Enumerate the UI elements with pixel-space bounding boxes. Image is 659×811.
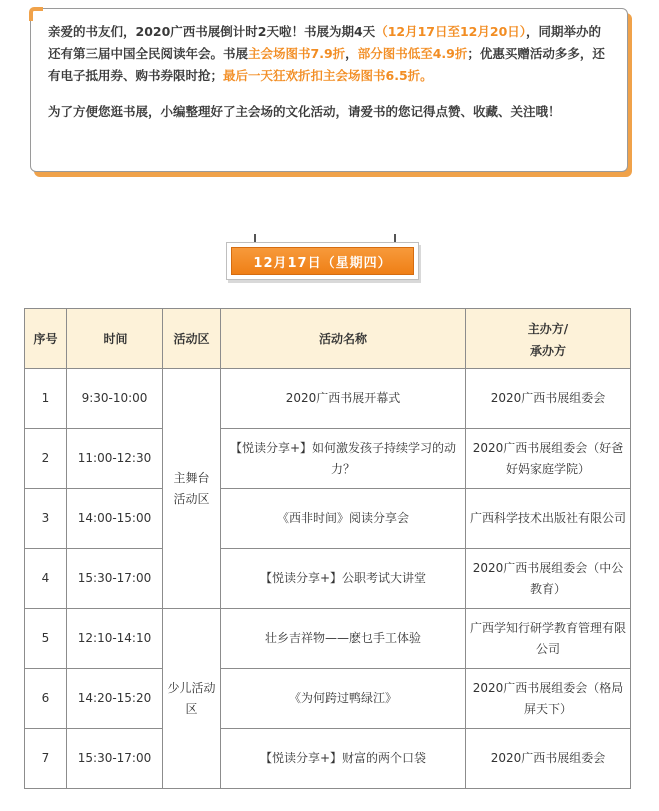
cell-no: 1 (25, 369, 67, 429)
table-row (25, 489, 631, 549)
header-area: 活动区 (163, 309, 221, 369)
intro-paragraph (48, 21, 613, 87)
cell-no: 5 (25, 609, 67, 669)
intro-text: ， (345, 46, 358, 61)
discount-last-day: 最后一天狂欢折扣主会场图书6.5折。 (223, 68, 433, 83)
cell-time: 15:30-17:00 (67, 549, 163, 609)
cell-area-main (163, 369, 221, 609)
cell-organizer: 广西学知行研学教育管理有限公司 (466, 609, 631, 669)
cell-no: 6 (25, 669, 67, 729)
cell-name: 《为何跨过鸭绿江》 (221, 669, 466, 729)
cell-name: 【悦读分享+】如何激发孩子持续学习的动力？ (221, 429, 466, 489)
header-no: 序号 (25, 309, 67, 369)
cell-area-kids (163, 609, 221, 789)
cell-time: 14:00-15:00 (67, 489, 163, 549)
cell-no: 2 (25, 429, 67, 489)
table-row (25, 669, 631, 729)
guide-paragraph: 为了方便您逛书展，小编整理好了主会场的文化活动，请爱书的您记得点赞、收藏、关注哦！ (48, 104, 561, 119)
discount-main: 主会场图书7.9折 (248, 46, 346, 61)
cell-time: 11:00-12:30 (67, 429, 163, 489)
cell-organizer: 广西科学技术出版社有限公司 (466, 489, 631, 549)
cell-time: 15:30-17:00 (67, 729, 163, 789)
cell-time: 12:10-14:10 (67, 609, 163, 669)
table-row (25, 369, 631, 429)
table-row (25, 729, 631, 789)
cell-organizer: 2020广西书展组委会（好爸好妈家庭学院） (466, 429, 631, 489)
cell-no: 3 (25, 489, 67, 549)
cell-name: 【悦读分享+】公职考试大讲堂 (221, 549, 466, 609)
cell-name: 【悦读分享+】财富的两个口袋 (221, 729, 466, 789)
cell-name: 壮乡吉祥物——麽乜手工体验 (221, 609, 466, 669)
header-time: 时间 (67, 309, 163, 369)
intro-text: ，同期举办的还有第三届中国全民阅读年会。书展 (48, 24, 602, 61)
header-name: 活动名称 (221, 309, 466, 369)
cell-organizer: 2020广西书展组委会（中公教育） (466, 549, 631, 609)
header-organizer-label: 主办方/ 承办方 (527, 321, 569, 358)
area-kids-label: 少儿活动 区 (167, 680, 216, 716)
card-corner-accent (29, 7, 43, 21)
table-header-row (25, 309, 631, 369)
expo-dates: （12月17日至12月20日） (375, 24, 527, 39)
schedule-table (24, 308, 631, 789)
intro-text: ；优惠买赠活动多多，还有电子抵用券、购书券限时抢； (48, 46, 605, 83)
cell-name: 2020广西书展开幕式 (221, 369, 466, 429)
header-organizer (466, 309, 631, 369)
table-row (25, 429, 631, 489)
date-frame (226, 242, 419, 280)
intro-notice-card (30, 8, 628, 172)
cell-time: 14:20-15:20 (67, 669, 163, 729)
cell-time: 9:30-10:00 (67, 369, 163, 429)
cell-name: 《西非时间》阅读分享会 (221, 489, 466, 549)
date-label: 12月17日（星期四） (231, 247, 414, 275)
cell-organizer: 2020广西书展组委会 (466, 369, 631, 429)
cell-no: 7 (25, 729, 67, 789)
cell-no: 4 (25, 549, 67, 609)
intro-text: 亲爱的书友们，2020广西书展倒计时2天啦！书展为期4天 (48, 24, 376, 39)
area-main-label: 主舞台 活动区 (173, 470, 210, 506)
table-row (25, 609, 631, 669)
discount-partial: 部分图书低至4.9折 (357, 46, 468, 61)
cell-organizer: 2020广西书展组委会 (466, 729, 631, 789)
date-tag (226, 234, 421, 282)
table-row (25, 549, 631, 609)
cell-organizer: 2020广西书展组委会（格局屏天下） (466, 669, 631, 729)
